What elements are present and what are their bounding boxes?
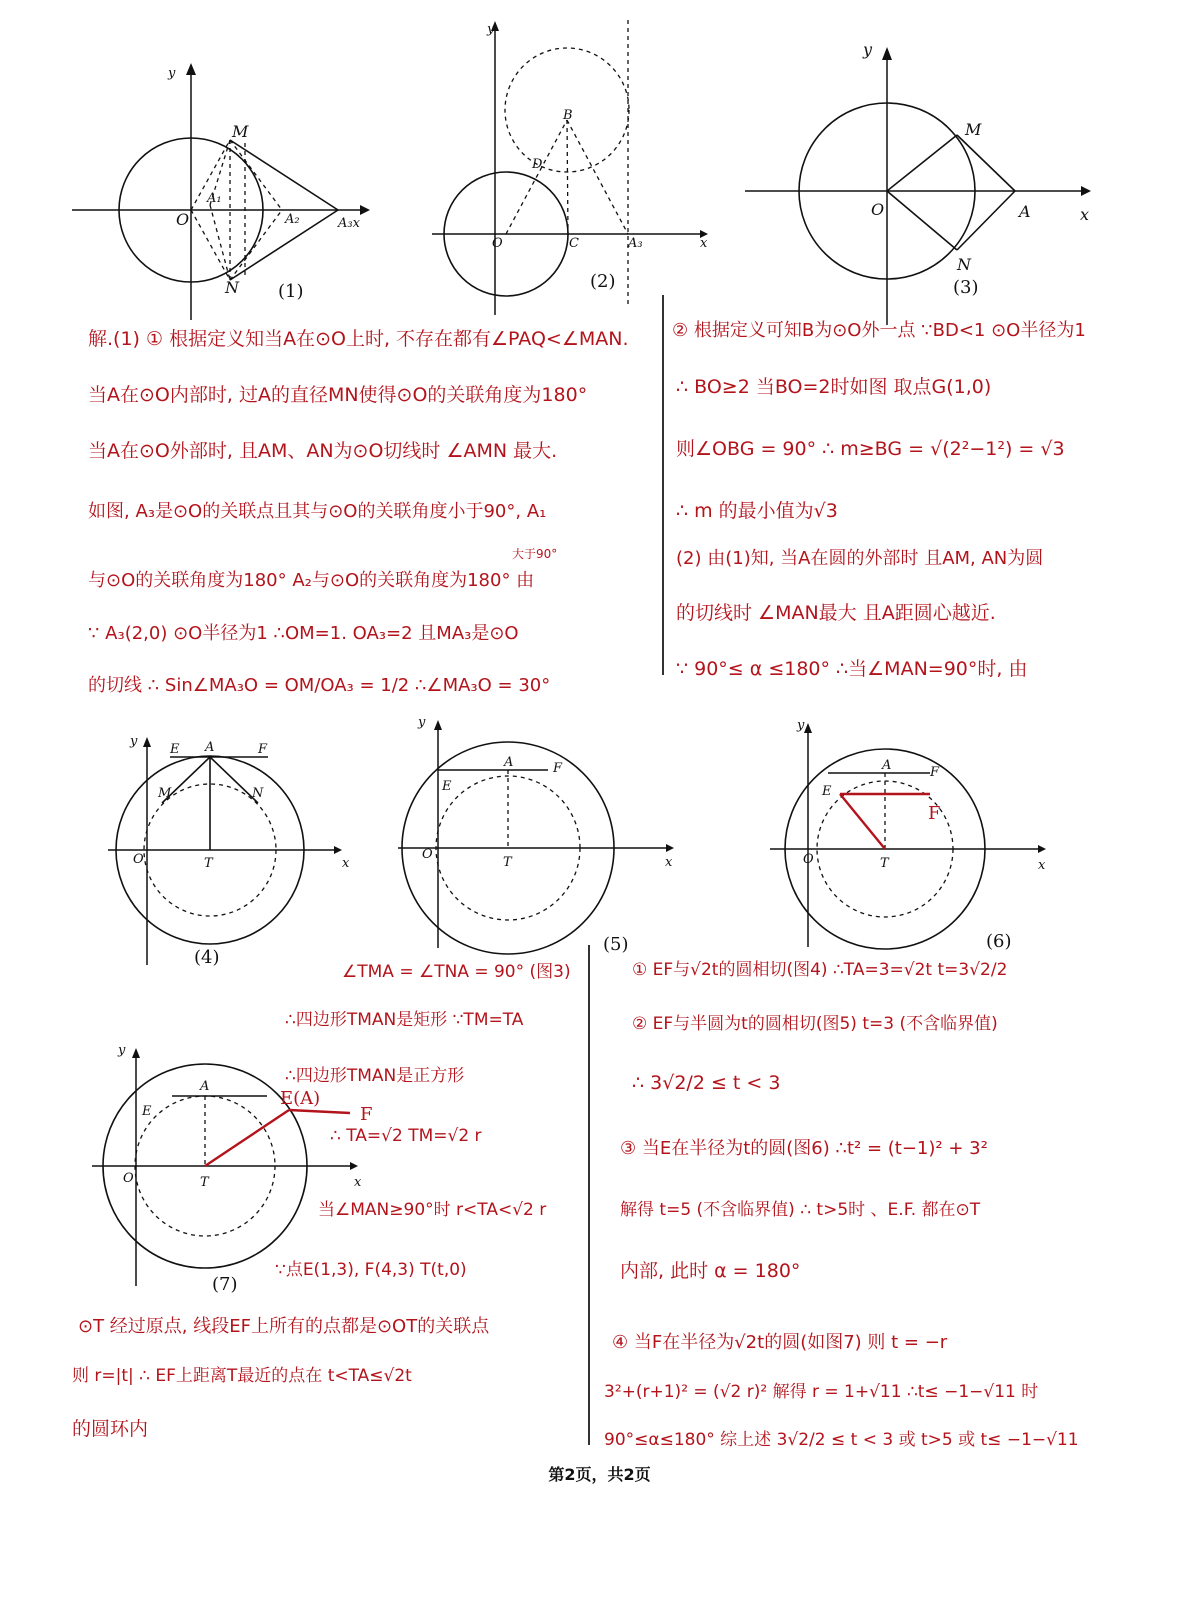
label-y: y: [118, 1043, 126, 1058]
label-o: O: [176, 210, 190, 229]
label-m: M: [232, 122, 249, 141]
caption-2: (2): [590, 271, 616, 292]
right2-note-5: 解得 t=5 (不含临界值) ∴ t>5时 、E.F. 都在⊙T: [620, 1200, 981, 1220]
label-a: A: [882, 758, 892, 773]
figure-1: [60, 55, 380, 320]
right-note-4: ∴ m 的最小值为√3: [676, 500, 838, 522]
caption-4: (4): [194, 947, 220, 968]
bottom-left-note-2: 则 r=|t| ∴ EF上距离T最近的点在 t<TA≤√2t: [72, 1366, 412, 1386]
label-t: T: [503, 855, 512, 870]
left-note-6: ∵ A₃(2,0) ⊙O半径为1 ∴OM=1. OA₃=2 且MA₃是⊙O: [88, 623, 519, 644]
right2-note-1: ① EF与√2t的圆相切(图4) ∴TA=3=√2t t=3√2/2: [632, 960, 1008, 980]
page-footer: 第2页，共2页: [548, 1465, 651, 1484]
label-x: x: [665, 855, 673, 870]
label-o: O: [422, 847, 433, 862]
label-b: B: [563, 108, 573, 123]
label-e: E: [142, 1104, 152, 1119]
left-note-7: 的切线 ∴ Sin∠MA₃O = OM/OA₃ = 1/2 ∴∠MA₃O = 30°: [88, 675, 551, 696]
label-y: y: [130, 734, 138, 749]
label-m: M: [965, 120, 982, 139]
label-x: x: [354, 1175, 362, 1190]
left-note-4: 如图, A₃是⊙O的关联点且其与⊙O的关联角度小于90°, A₁: [88, 501, 547, 522]
figure-2: [432, 15, 722, 315]
left-note-5: 与⊙O的关联角度为180° A₂与⊙O的关联角度为180° 由: [88, 570, 535, 591]
bottom-left-note-1: ⊙T 经过原点, 线段EF上所有的点都是⊙OT的关联点: [78, 1316, 490, 1337]
label-y: y: [487, 22, 495, 37]
label-a1: A₁: [207, 191, 222, 206]
mid-note-2: ∴四边形TMAN是矩形 ∵TM=TA: [285, 1010, 524, 1030]
label-f: F: [553, 761, 563, 776]
mid-note-6: ∵点E(1,3), F(4,3) T(t,0): [275, 1260, 467, 1280]
figure-3: [745, 35, 1105, 325]
caption-3: (3): [953, 277, 979, 298]
label-a3: A₃: [628, 236, 643, 251]
label-c: C: [569, 236, 579, 251]
mid-note-5: 当∠MAN≥90°时 r<TA<√2 r: [318, 1200, 547, 1220]
caption-5: (5): [603, 934, 629, 955]
left-note-2: 当A在⊙O内部时, 过A的直径MN使得⊙O的关联角度为180°: [88, 384, 588, 406]
label-e: E: [442, 779, 452, 794]
label-y: y: [797, 718, 805, 733]
label-e: E: [170, 742, 180, 757]
label-a: A: [1019, 202, 1031, 221]
figure-6: [770, 715, 1060, 955]
caption-7: (7): [212, 1274, 238, 1295]
label-a: A: [200, 1079, 210, 1094]
bottom-left-note-3: 的圆环内: [72, 1418, 149, 1440]
left-note-3: 当A在⊙O外部时, 且AM、AN为⊙O切线时 ∠AMN 最大.: [88, 440, 558, 462]
label-a2: A₂: [285, 212, 300, 227]
label-d: D: [532, 157, 543, 172]
right-note-2: ∴ BO≥2 当BO=2时如图 取点G(1,0): [676, 376, 992, 398]
label-o: O: [492, 236, 503, 251]
label-n: N: [225, 278, 239, 297]
right2-note-8: 3²+(r+1)² = (√2 r)² 解得 r = 1+√11 ∴t≤ −1−√11 时: [604, 1382, 1039, 1402]
label-f: F: [930, 765, 940, 780]
label-y: y: [863, 40, 873, 59]
mid-note-3: ∴四边形TMAN是正方形: [285, 1066, 465, 1086]
label-o: O: [123, 1171, 134, 1186]
label-f: F: [360, 1104, 373, 1125]
label-m: M: [158, 786, 172, 801]
label-a: A: [504, 755, 514, 770]
label-x: x: [700, 236, 708, 251]
label-n: N: [957, 255, 971, 274]
label-x: x: [1080, 205, 1090, 224]
label-x: x: [342, 856, 350, 871]
right-note-7: ∵ 90°≤ α ≤180° ∴当∠MAN=90°时, 由: [676, 658, 1028, 680]
label-o: O: [803, 852, 814, 867]
right2-note-3: ∴ 3√2/2 ≤ t < 3: [632, 1072, 781, 1094]
label-f: F: [258, 742, 268, 757]
divider-top: [662, 295, 664, 675]
figure-4: [100, 725, 370, 975]
label-t: T: [204, 856, 213, 871]
label-y: y: [418, 715, 426, 730]
label-y: y: [168, 66, 176, 81]
right-note-6: 的切线时 ∠MAN最大 且A距圆心越近.: [676, 602, 996, 624]
label-a: A: [205, 740, 215, 755]
right-note-1: ② 根据定义可知B为⊙O外一点 ∵BD<1 ⊙O半径为1: [672, 320, 1086, 341]
label-x: x: [1038, 858, 1046, 873]
label-o: O: [133, 852, 144, 867]
right2-note-2: ② EF与半圆为t的圆相切(图5) t=3 (不含临界值): [632, 1014, 998, 1034]
label-f-red: F: [928, 803, 941, 824]
label-t: T: [880, 856, 889, 871]
label-t: T: [200, 1175, 209, 1190]
right-note-3: 则∠OBG = 90° ∴ m≥BG = √(2²−1²) = √3: [676, 438, 1065, 460]
label-o: O: [871, 200, 885, 219]
mid-note-4: ∴ TA=√2 TM=√2 r: [330, 1126, 482, 1146]
right2-note-7: ④ 当F在半径为√2t的圆(如图7) 则 t = −r: [612, 1332, 948, 1353]
caption-6: (6): [986, 931, 1012, 952]
label-a3x: A₃x: [338, 216, 360, 231]
left-note-1: 解.(1) ① 根据定义知当A在⊙O上时, 不存在都有∠PAQ<∠MAN.: [88, 328, 629, 350]
caption-1: (1): [278, 281, 304, 302]
label-ea: E(A): [280, 1088, 321, 1109]
insert-note: 大于90°: [512, 547, 558, 561]
right2-note-4: ③ 当E在半径为t的圆(图6) ∴t² = (t−1)² + 3²: [620, 1138, 988, 1159]
figure-5: [398, 708, 688, 970]
divider-bottom: [588, 945, 590, 1445]
right-note-5: (2) 由(1)知, 当A在圆的外部时 且AM, AN为圆: [676, 548, 1044, 569]
mid-note-1: ∠TMA = ∠TNA = 90° (图3): [342, 962, 571, 982]
right2-note-9: 90°≤α≤180° 综上述 3√2/2 ≤ t < 3 或 t>5 或 t≤ −1−√11: [604, 1430, 1079, 1450]
right2-note-6: 内部, 此时 α = 180°: [620, 1260, 801, 1282]
label-n: N: [252, 786, 264, 801]
label-e: E: [822, 784, 832, 799]
